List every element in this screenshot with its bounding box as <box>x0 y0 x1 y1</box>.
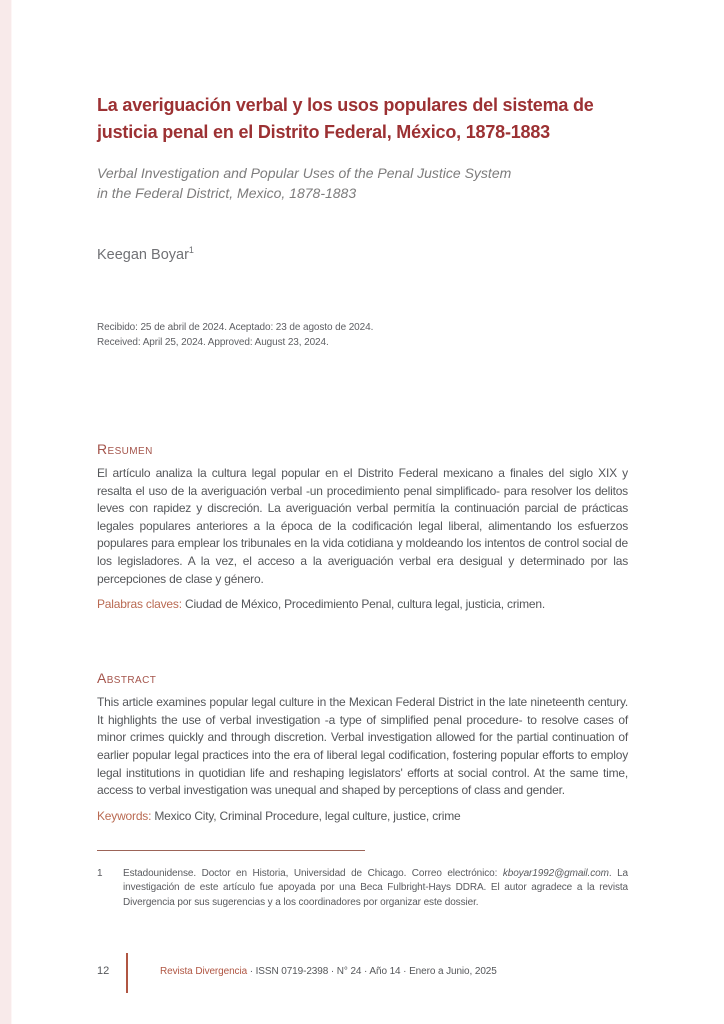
article-subtitle-line-1: Verbal Investigation and Popular Uses of the Penal Justice System <box>97 165 512 181</box>
resumen-paragraph: El artículo analiza la cultura legal popular en el Distrito Federal mexicano a finales del siglo XIX y resalta el uso de la averiguación verbal -un procedimiento penal simplificado- para resolver los delitos leves con rapidez y discreción. La averiguación verbal permitía la continuación parcial de prácticas legales populares anteriores a la época de la codificación legal liberal, alimentando los esfuerzos populares para emplear los tribunales en la vida cotidiana y moldeando los intentos de control social de los legisladores. A la vez, el acceso a la averiguación verbal era desigual y determinado por las percepciones de clase y género. <box>97 466 628 586</box>
keywords-line <box>97 808 628 824</box>
footnote-divider-rule <box>97 850 365 851</box>
abstract-paragraph: This article examines popular legal culture in the Mexican Federal District in the late nineteenth century. It highlights the use of verbal investigation -a type of simplified penal procedure- to resolve cases of minor crimes quickly and through discretion. Verbal investigation allowed for the partial continuation of earlier popular legal practices into the era of liberal legal codification, fostering popular efforts to employ legal institutions in quotidian life and reshaping legislators' efforts at social control. At the same time, access to verbal investigation was unequal and shaped by perceptions of class and gender. <box>97 695 628 798</box>
page-footer <box>97 953 628 993</box>
author-byline <box>97 246 628 264</box>
footnote-number: 1 <box>97 867 103 879</box>
abstract-heading: Abstract <box>97 670 157 687</box>
received-date-english: Received: April 25, 2024. Approved: August 23, 2024. <box>97 337 329 348</box>
resumen-heading: Resumen <box>97 441 153 457</box>
keywords-text: Mexico City, Criminal Procedure, legal culture, justice, crime <box>154 808 461 823</box>
journal-name: Revista Divergencia <box>160 966 248 977</box>
footer-journal-line <box>160 966 497 977</box>
article-title-line-2: justicia penal en el Distrito Federal, México, 1878-1883 <box>97 122 550 142</box>
article-title <box>97 92 628 146</box>
journal-issue-info: · ISSN 0719-2398 · N° 24 · Año 14 · Enero a Junio, 2025 <box>249 966 497 977</box>
footnote-text <box>123 867 628 911</box>
article-subtitle-line-2: in the Federal District, Mexico, 1878-1883 <box>97 185 357 201</box>
palabras-claves-text: Ciudad de México, Procedimiento Penal, cultura legal, justicia, crimen. <box>184 597 545 612</box>
article-subtitle-english <box>97 163 628 203</box>
page-edge-strip <box>0 0 12 1024</box>
submission-dates <box>97 320 628 350</box>
article-title-line-1: La averiguación verbal y los usos populares del sistema de <box>97 95 594 115</box>
keywords-label: Keywords: <box>97 808 152 823</box>
palabras-claves-label: Palabras claves: <box>97 597 182 612</box>
footer-vertical-rule <box>126 953 128 993</box>
footnote <box>97 867 628 911</box>
received-date-spanish: Recibido: 25 de abril de 2024. Aceptado: 23 de agosto de 2024. <box>97 322 374 333</box>
author-email: kboyar1992@gmail.com <box>502 867 609 879</box>
palabras-claves-line <box>97 596 628 612</box>
author-footnote-marker: 1 <box>188 245 194 256</box>
article-content <box>97 0 628 911</box>
author-name: Keegan Boyar <box>97 247 189 263</box>
page-number: 12 <box>97 965 110 977</box>
footnote-text-before-email: Estadounidense. Doctor en Historia, Universidad de Chicago. Correo electrónico: <box>123 867 503 879</box>
footnote-text-after-email: . La investigación de este artículo fue apoyada por una Beca Fulbright-Hays DDRA. El autor agradece a la revista Divergencia por sus sugerencias y a los coordinadores por organizar este dossier. <box>123 867 628 909</box>
